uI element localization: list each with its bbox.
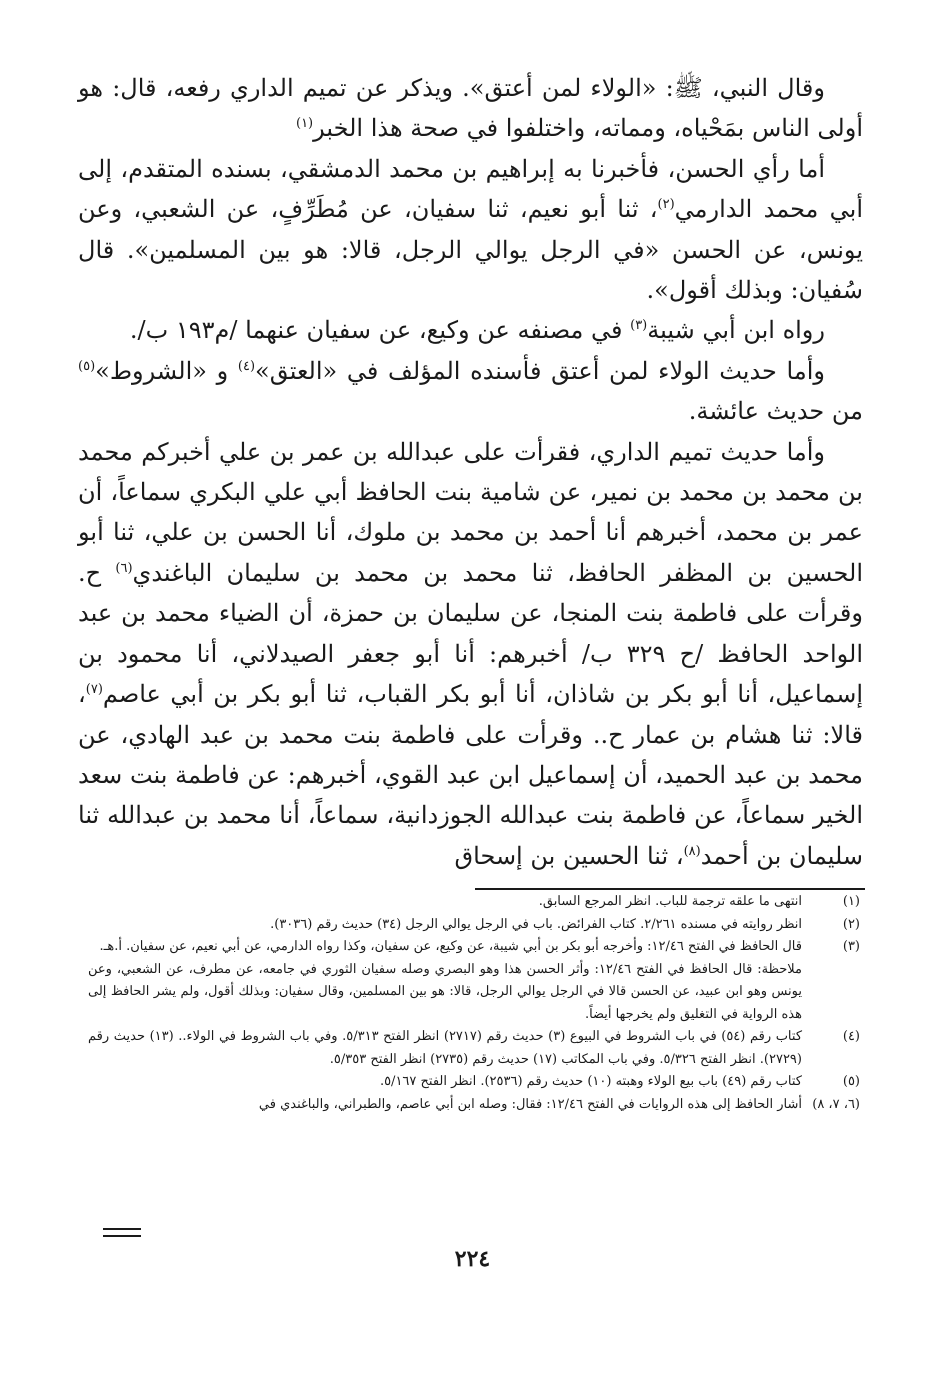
paragraph [78,149,863,311]
footnotes [88,891,860,1116]
footnote-text: أشار الحافظ إلى هذه الروايات في الفتح ١٢/٤٦: فقال: وصله ابن أبي عاصم، والطبراني، والباغندي في [258,1096,802,1112]
continuation-marker [103,1228,141,1242]
text-run: ، ثنا أبو نعيم، ثنا سفيان، عن مُطَرِّفٍ، عن الشعبي، وعن يونس، عن الحسن «في الرجل يوالي الرجل، قالا: هو بين المسلمين». قال سُفيان: وبذلك أقول». [78,195,863,305]
footnote-number: (٤) [842,1029,860,1044]
footnote [88,891,860,914]
paragraph [78,310,863,350]
text-run: ، قالا: ثنا هشام بن عمار ح.. وقرأت على فاطمة بنت محمد بن عبد الهادي، عن محمد بن عبد الحميد، أن إسماعيل ابن عبد القوي، أخبرهم: عن فاطمة بنت سعد الخير سماعاً، عن فاطمة بنت عبدالله الجوزدانية، سماعاً، أنا محمد بن عبدالله ثنا سليمان بن أحمد [78,680,863,870]
footnote-number: (٥) [842,1074,860,1089]
footnote-text: انظر روايته في مسنده ٢/٢٦١. كتاب الفرائض. باب في الرجل يوالي الرجل (٣٤) حديث رقم (٣٠٣٦). [270,916,802,932]
paragraph [78,432,863,876]
footnote-number: (٦، ٧، ٨) [812,1096,860,1112]
footnote-text: كتاب رقم (٤٩) باب بيع الولاء وهبته (١٠) حديث رقم (٢٥٣٦). انظر الفتح ٥/١٦٧. [379,1074,802,1089]
footnote [88,1071,860,1094]
text-run: أما رأي الحسن، فأخبرنا به إبراهيم بن محمد الدمشقي، بسنده المتقدم، إلى أبي محمد الدارمي [78,154,864,224]
text-run: وقال النبي، ﷺ: «الولاء لمن أعتق». ويذكر عن تميم الداري رفعه، قال: هو أولى الناس بمَحْياه، ومماته، واختلفوا في صحة هذا الخبر [78,74,863,143]
footnote-ref: (٤) [237,358,256,374]
footnote [88,1026,860,1071]
text-run: ، ثنا الحسين بن إسحاق [454,841,684,870]
main-text [78,68,863,876]
paragraph [78,351,863,432]
text-run: و «الشروط» [95,356,238,385]
footnote-text: قال الحافظ في الفتح ١٢/٤٦: وأخرجه أبو بكر بن أبي شيبة، عن وكيع، عن سفيان، وكذا رواه الدارمي، عن أبي نعيم، عن سفيان. أ.هـ. [99,939,802,954]
footnote-ref: (١) [295,116,314,132]
page-number: ٢٢٤ [454,1246,491,1272]
footnote-text: انتهى ما علقه ترجمة للباب. انظر المرجع السابق. [538,894,802,909]
text-run: ح. وقرأت على فاطمة بنت المنجا، عن سليمان بن حمزة، أن الضياء محمد بن عبد الواحد الحافظ /ح ٣٢٩ ب/ أخبرهم: أنا أبو جعفر الصيدلاني، أنا محمود بن إسماعيل، أنا أبو بكر بن شاذان، أنا أبو بكر القباب، ثنا أبو بكر بن أبي عاصم [78,558,863,709]
footnote-ref: (٨) [683,843,701,859]
text-run: من حديث عائشة. [688,397,863,426]
footnote-ref: (٧) [85,682,103,698]
footnote-number: (٣) [842,939,860,954]
paragraph [78,68,863,149]
footnote-number: (٢) [842,916,860,932]
text-run: وأما حديث تميم الداري، فقرأت على عبدالله بن عمر بن علي أخبركم محمد بن محمد بن محمد بن نمير، عن شامية بنت الحافظ أبي علي البكري سماعاً، أن عمر بن محمد، أخبرهم أنا أحمد بن محمد بن ملوك، أنا الحسن بن علي، ثنا أبو الحسين بن المظفر الحافظ، ثنا محمد بن محمد بن سليمان الباغندي [78,437,864,587]
footnote [88,936,860,959]
footnote-separator [475,888,865,890]
footnote-remark: ملاحظة: قال الحافظ في الفتح ١٢/٤٦: وأثر الحسن هذا وهو البصري وصله سفيان الثوري في جامعه، عن مطرف، عن الشعبي، وعن يونس وهو ابن عبيد، عن الحسن قالا في الرجل يوالي الرجل، قالا: هو بين المسلمين، وقال سفيان: وبذلك أقول، ولم يشر الحافظ إلى هذه الرواية في التغليق ولم يخرجها أيضاً. [88,961,803,1022]
footnote-number: (١) [842,894,860,909]
text-run: وأما حديث الولاء لمن أعتق فأسنده المؤلف في «العتق» [255,356,825,385]
footnote [88,1094,860,1117]
footnote [88,914,860,937]
text-run: في مصنفه عن وكيع، عن سفيان عنهما /م١٩٣ ب/. [129,316,631,345]
footnote-ref: (٦) [115,560,133,576]
footnote-ref: (٢) [657,197,675,213]
marker-line [103,1235,141,1237]
text-run: رواه ابن أبي شيبة [647,316,825,345]
marker-line [103,1228,141,1230]
footnote-text: كتاب رقم (٥٤) في باب الشروط في البيوع (٣) حديث رقم (٢٧١٧) انظر الفتح ٥/٣١٣. وفي باب الشروط في الولاء.. (١٣) حديث رقم (٢٧٢٩). انظر الفتح ٥/٣٢٦. وفي باب المكاتب (١٧) حديث رقم (٢٧٣٥) انظر الفتح ٥/٣٥٣. [88,1029,803,1067]
footnote-ref: (٣) [630,318,648,334]
footnote-ref: (٥) [78,358,96,374]
